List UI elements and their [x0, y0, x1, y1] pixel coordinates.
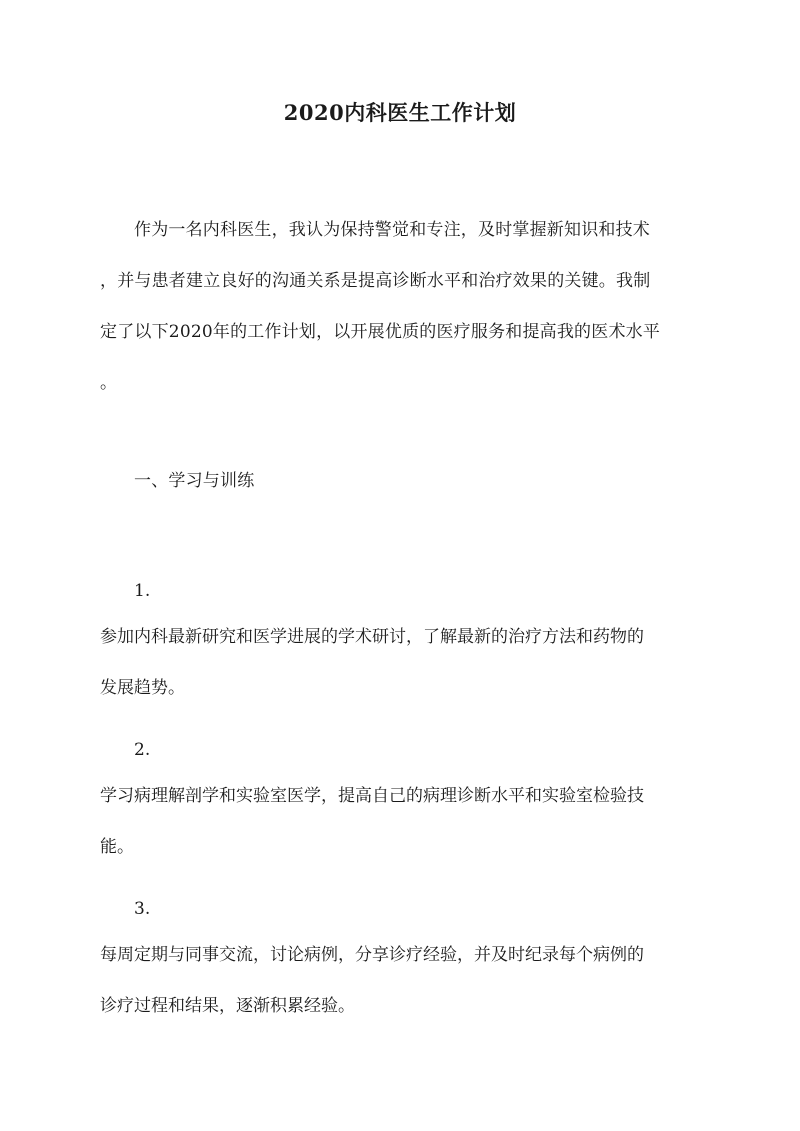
item-text-1 — [100, 612, 700, 714]
item-3-line-1: 每周定期与同事交流，讨论病例，分享诊疗经验，并及时纪录每个病例的 — [100, 945, 644, 965]
item-2-line-2: 能。 — [100, 837, 134, 857]
item-text-3 — [100, 930, 700, 1032]
intro-line-2: ，并与患者建立良好的沟通关系是提高诊断水平和治疗效果的关键。我制 — [100, 271, 651, 291]
item-2-line-1: 学习病理解剖学和实验室医学，提高自己的病理诊断水平和实验室检验技 — [100, 786, 644, 806]
intro-line-3: 定了以下2020年的工作计划，以开展优质的医疗服务和提高我的医术水平 — [100, 322, 661, 342]
intro-paragraph — [100, 205, 700, 409]
item-number-3: 3. — [134, 899, 151, 919]
section-heading: 一、学习与训练 — [134, 471, 255, 491]
item-1-line-1: 参加内科最新研究和医学进展的学术研讨，了解最新的治疗方法和药物的 — [100, 627, 644, 647]
intro-line-1: 作为一名内科医生，我认为保持警觉和专注，及时掌握新知识和技术 — [134, 220, 650, 240]
document-title: 2020内科医生工作计划 — [283, 100, 517, 125]
item-1-line-2: 发展趋势。 — [100, 678, 185, 698]
intro-line-4: 。 — [100, 373, 118, 393]
item-number-2: 2. — [134, 740, 151, 760]
item-3-line-2: 诊疗过程和结果，逐渐积累经验。 — [100, 996, 355, 1016]
item-text-2 — [100, 771, 700, 873]
item-number-1: 1. — [134, 581, 151, 601]
